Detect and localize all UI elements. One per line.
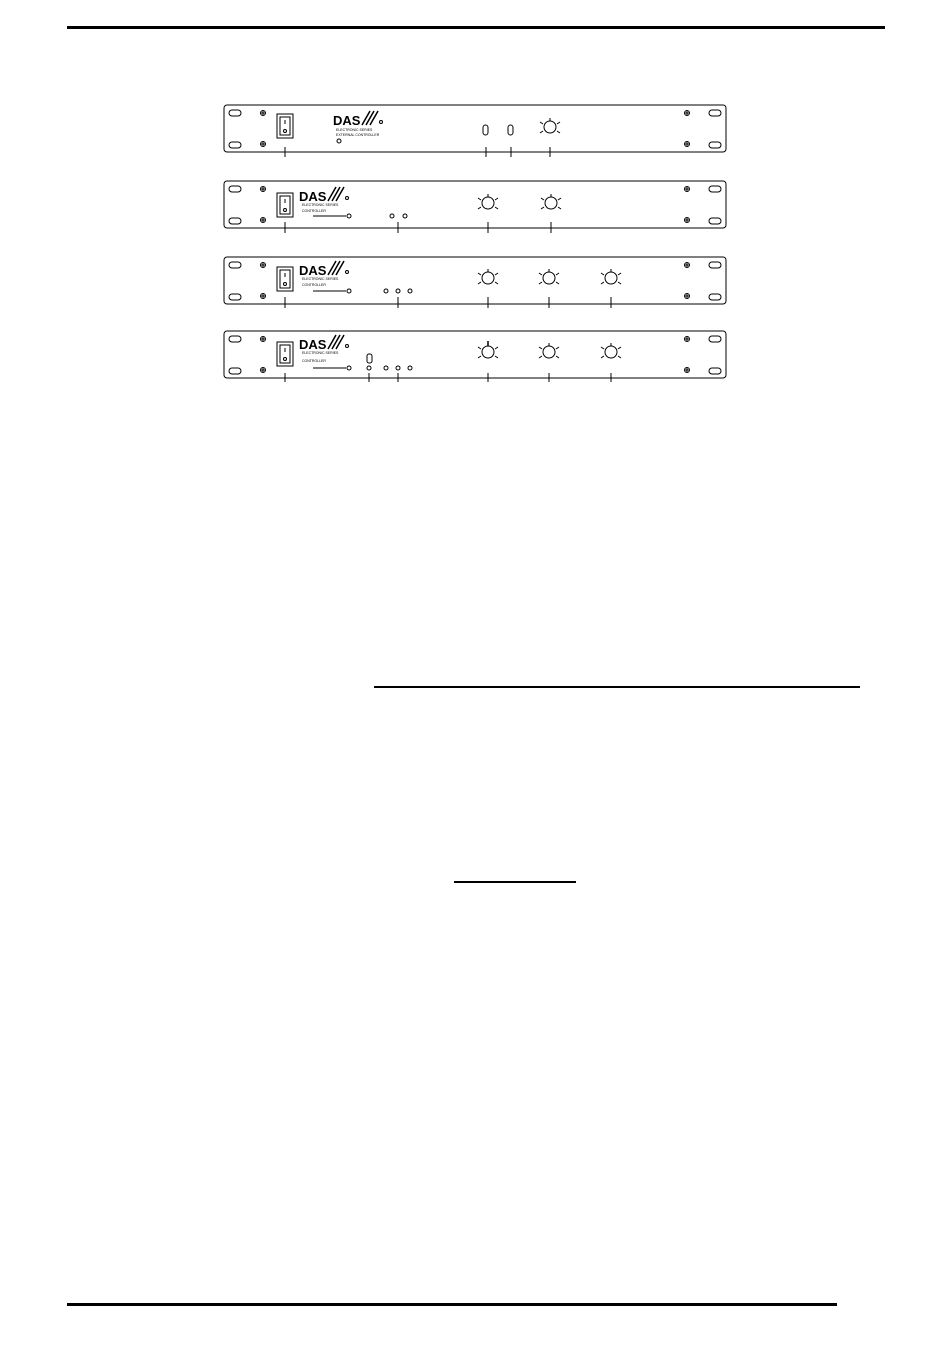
panel-1-faceplate xyxy=(224,105,726,152)
panel-4-brand-text: DAS xyxy=(299,337,327,352)
rack-panel-diagram xyxy=(0,0,950,420)
rack-panel-1 xyxy=(224,105,726,157)
rack-panel-2 xyxy=(224,181,726,233)
panel-1-controller-label: EXTERNAL CONTROLLER xyxy=(336,133,380,137)
bottom-rule xyxy=(67,1303,837,1306)
panel-4-controller-label: CONTROLLER xyxy=(302,359,326,363)
panel-3-controller-label: CONTROLLER xyxy=(302,283,326,287)
panel-2-controller-label: CONTROLLER xyxy=(302,209,326,213)
panel-3-brand-text: DAS xyxy=(299,263,327,278)
panel-3-series-text: ELECTRONIC SERIES xyxy=(302,277,339,281)
panel-1-brand-text: DAS xyxy=(333,113,361,128)
rack-panel-figure xyxy=(0,0,950,420)
middle-rule xyxy=(374,686,860,688)
panel-2-series-text: ELECTRONIC SERIES xyxy=(302,203,339,207)
short-rule xyxy=(454,881,576,883)
rack-panel-4 xyxy=(224,331,726,382)
panel-4-series-text: ELECTRONIC SERIES xyxy=(302,351,339,355)
rack-panel-3 xyxy=(224,257,726,308)
panel-1-series-text: ELECTRONIC SERIES xyxy=(336,128,373,132)
panel-2-brand-text: DAS xyxy=(299,189,327,204)
